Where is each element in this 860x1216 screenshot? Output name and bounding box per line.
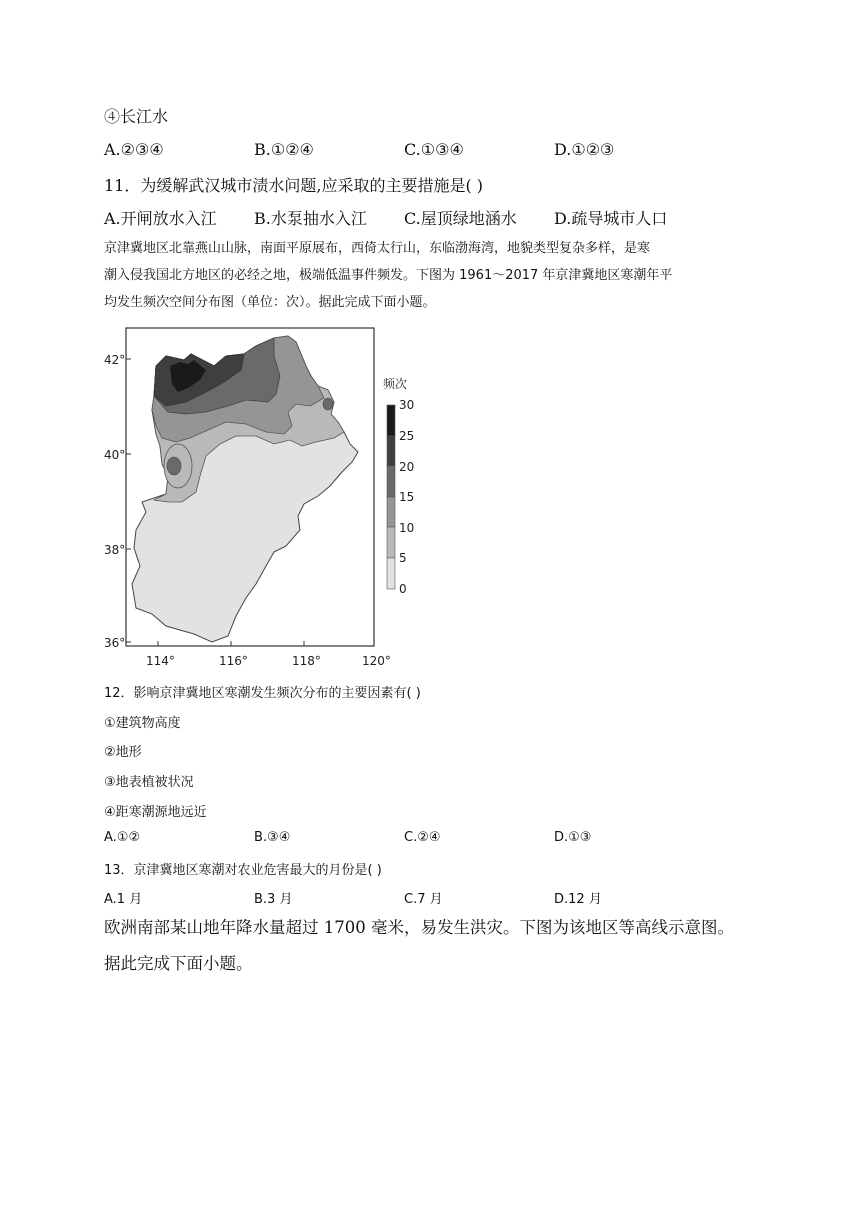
q12-option-a: A.①② [104,830,141,845]
q13-option-a: A.1 月 [104,892,143,907]
lat-label: 40° [104,448,126,462]
q12-option-d: D.①③ [554,830,592,845]
q13-option-d: D.12 月 [554,892,602,907]
q10-option-b: B.①②④ [254,140,314,159]
q12-option-c: C.②④ [404,830,441,845]
passage-line: 据此完成下面小题。 [104,954,253,973]
lat-label: 38° [104,543,126,557]
lat-label: 42° [104,353,126,367]
lon-label: 120° [362,654,391,668]
eastern-spot [323,398,333,410]
legend-swatch-15-20 [387,466,395,497]
q10-item-4: ④长江水 [104,107,169,126]
q12-item-2: ②地形 [104,745,142,760]
lon-label: 118° [292,654,321,668]
q10-option-d: D.①②③ [554,140,615,159]
passage-line: 京津冀地区北靠燕山山脉，南面平原展布，西倚太行山，东临渤海湾，地貌类型复杂多样，是寒 [104,241,651,256]
legend-tick: 0 [399,582,407,596]
q13-option-b: B.3 月 [254,892,293,907]
lat-label: 36° [104,636,126,650]
legend-bar [387,405,395,589]
legend-swatch-0-5 [387,558,395,589]
q11-option-d: D.疏导城市人口 [554,209,668,228]
legend-tick: 15 [399,490,415,504]
q11-option-b: B.水泵抽水入江 [254,209,367,228]
passage-european-mountain [104,910,764,982]
q12-item-3: ③地表植被状况 [104,775,194,790]
legend-swatch-20-25 [387,436,395,466]
legend-swatch-25-30 [387,405,395,436]
q12-item-4: ④距寒潮源地远近 [104,805,207,820]
q12-stem: 12．影响京津冀地区寒潮发生频次分布的主要因素有( ) [104,686,421,701]
legend-swatch-5-10 [387,527,395,558]
legend-tick: 30 [399,398,415,412]
q12-item-1: ①建筑物高度 [104,716,181,731]
passage-line: 均发生频次空间分布图（单位：次）。据此完成下面小题。 [104,295,436,310]
q13-stem: 13．京津冀地区寒潮对农业危害最大的月份是( ) [104,863,382,878]
legend-tick: 10 [399,521,415,535]
passage-line: 潮入侵我国北方地区的必经之地，极端低温事件频发。下图为 1961～2017 年京津冀地区寒潮年平 [104,268,673,283]
cold-wave-frequency-map [96,326,416,671]
q10-option-a: A.②③④ [104,140,164,159]
lon-label: 114° [146,654,175,668]
legend-tick: 5 [399,551,407,565]
lon-label: 116° [219,654,248,668]
legend-tick: 25 [399,429,415,443]
passage-cold-wave [104,235,754,316]
passage-line: 欧洲南部某山地年降水量超过 1700 毫米，易发生洪灾。下图为该地区等高线示意图。 [104,918,734,937]
q11-stem: 11．为缓解武汉城市渍水问题,应采取的主要措施是( ) [104,176,484,195]
q13-option-c: C.7 月 [404,892,443,907]
q11-option-c: C.屋顶绿地涵水 [404,209,517,228]
legend-tick: 20 [399,460,415,474]
western-pocket-core [167,457,181,475]
legend-title: 频次 [383,377,408,391]
q12-option-b: B.③④ [254,830,291,845]
q11-option-a: A.开闸放水入江 [104,209,217,228]
q10-option-c: C.①③④ [404,140,464,159]
legend-swatch-10-15 [387,497,395,527]
